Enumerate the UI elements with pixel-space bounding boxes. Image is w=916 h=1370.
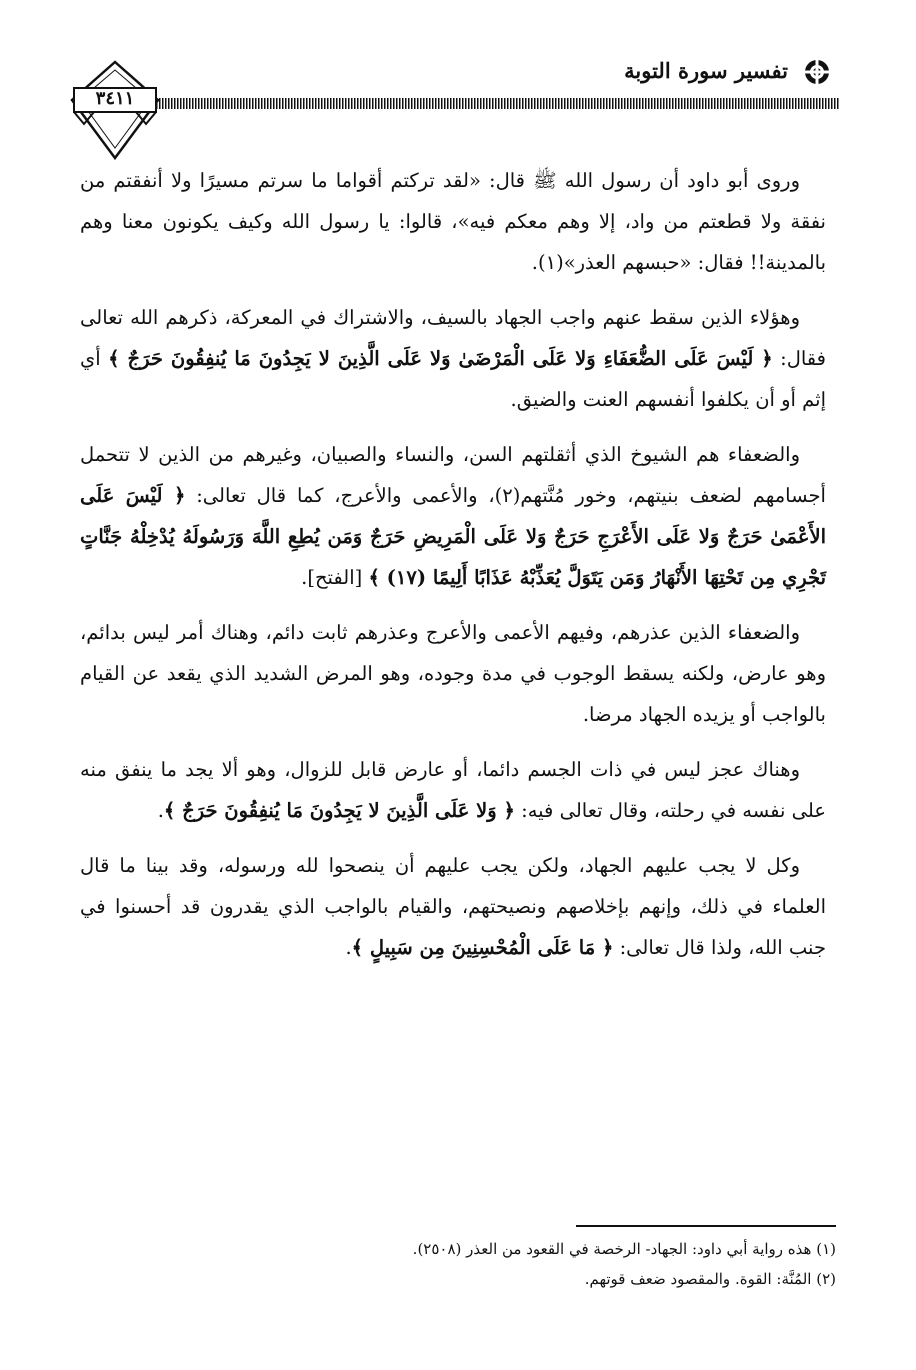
- page-number-badge-icon: [70, 60, 160, 160]
- page-number: ٣٤١١: [95, 88, 135, 109]
- text-run: وهؤلاء الذين سقط عنهم واجب الجهاد بالسيف، والاشتراك في المعركة، ذكرهم الله تعالى فقال:: [80, 306, 826, 370]
- text-run: وهناك عجز ليس في ذات الجسم دائما، أو عارض قابل للزوال، وهو ألا يجد ما ينفق منه على نفسه في رحلته، وقال تعالى فيه:: [80, 758, 826, 822]
- paragraph: [80, 845, 826, 968]
- text-run: .: [157, 799, 164, 822]
- paragraph: [80, 612, 826, 735]
- footnote-separator: [576, 1225, 836, 1227]
- text-run: وكل لا يجب عليهم الجهاد، ولكن يجب عليهم أن ينصحوا لله ورسوله، وقد بينا ما قال العلماء في ذلك، وإنهم بإخلاصهم ونصيحتهم، والقيام بالواجب الذي يقدرون قد أحسنوا في جنب الله، ولذا قال تعالى:: [80, 854, 826, 959]
- quran-verse: ﴿ مَا عَلَى الْمُحْسِنِينَ مِن سَبِيلٍ ﴾: [351, 936, 614, 959]
- text-run: [الفتح].: [301, 566, 369, 589]
- quran-verse: ﴿ لَيْسَ عَلَى الضُّعَفَاءِ وَلا عَلَى الْمَرْضَىٰ وَلا عَلَى الَّذِينَ لا يَجِدُونَ مَا يُنفِقُونَ حَرَجٌ ﴾: [108, 347, 773, 370]
- text-run: أي إثم أو أن يكلفوا أنفسهم العنت والضيق.: [80, 347, 826, 411]
- paragraph: [80, 434, 826, 598]
- page-header: [70, 50, 840, 160]
- running-title: تفسير سورة التوبة: [624, 58, 788, 83]
- text-run: وروى أبو داود أن رسول الله ﷺ قال: «لقد تركتم أقواما ما سرتم مسيرًا ولا أنفقتم من نفقة ولا قطعتم من واد، إلا وهم معكم فيه»، قالوا: يا رسول الله وكيف يكونون معنا وهم بالمدينة!! فقال: «حبسهم العذر»(١).: [80, 169, 826, 274]
- text-run: والضعفاء الذين عذرهم، وفيهم الأعمى والأعرج وعذرهم ثابت دائم، وهناك أمر ليس بدائم، وهو عارض، ولكنه يسقط الوجوب في مدة وجوده، وهو المرض الشديد الذي يقعد عن القيام بالواجب أو يزيده الجهاد مرضا.: [80, 621, 826, 726]
- footnotes: [90, 1234, 836, 1294]
- paragraph: [80, 749, 826, 831]
- text-run: والضعفاء هم الشيوخ الذي أثقلتهم السن، والنساء والصبيان، وغيرهم من الذين لا تتحمل أجسامهم لضعف بنيتهم، وخور مُنَّتهم(٢)، والأعمى والأعرج، كما قال تعالى:: [80, 443, 826, 507]
- text-run: .: [345, 936, 352, 959]
- quran-verse: ﴿ وَلا عَلَى الَّذِينَ لا يَجِدُونَ مَا يُنفِقُونَ حَرَجٌ ﴾: [163, 799, 515, 822]
- paragraph: [80, 297, 826, 420]
- quran-verse: ﴿ لَيْسَ عَلَى الأَعْمَىٰ حَرَجٌ وَلا عَلَى الأَعْرَجِ حَرَجٌ وَلا عَلَى الْمَرِيضِ حَرَجٌ وَمَن يُطِعِ اللَّهَ وَرَسُولَهُ يُدْخِلْهُ جَنَّاتٍ تَجْرِي مِن تَحْتِهَا الأَنْهَارُ وَمَن يَتَوَلَّ يُعَذِّبْهُ عَذَابًا أَلِيمًا (١٧) ﴾: [80, 484, 826, 589]
- header-rule: [156, 98, 840, 109]
- footnote: (١) هذه رواية أبي داود: الجهاد- الرخصة في القعود من العذر (٢٥٠٨).: [412, 1240, 836, 1258]
- body-text: [80, 160, 826, 968]
- footnote: (٢) المُنَّة: القوة. والمقصود ضعف قوتهم.: [584, 1270, 836, 1288]
- flower-ornament-icon: [802, 58, 832, 86]
- paragraph: [80, 160, 826, 283]
